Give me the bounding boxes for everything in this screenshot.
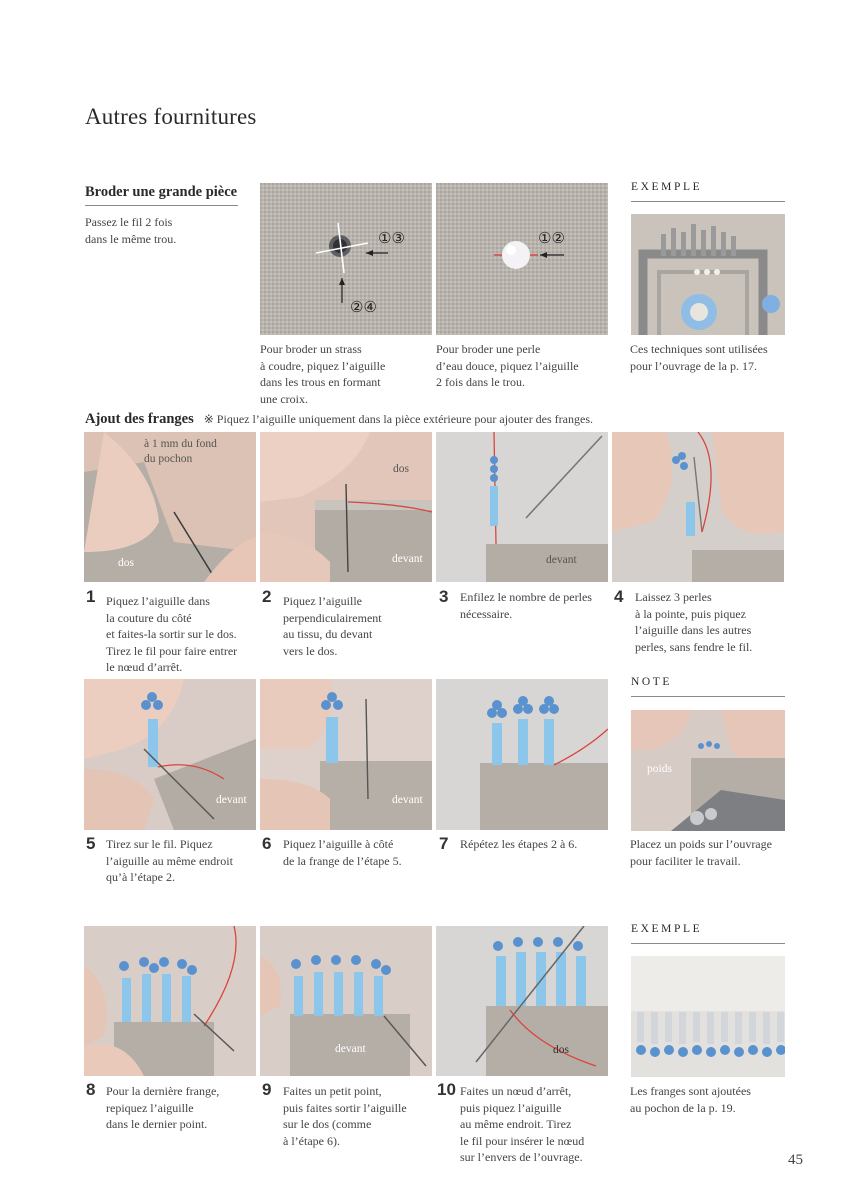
exemple2-caption: Les franges sont ajoutées au pochon de la p. 19. (630, 1084, 751, 1115)
label-devant: devant (335, 1043, 366, 1055)
label-poids: poids (647, 763, 672, 775)
step-10-photo (436, 926, 608, 1076)
exemple-caption: Ces techniques sont utilisées pour l’ouvrage de la p. 17. (630, 342, 768, 373)
note-caption: Placez un poids sur l’ouvrage pour faciliter le travail. (630, 837, 772, 868)
divider (631, 943, 785, 944)
step-3-text: Enfilez le nombre de perles nécessaire. (460, 590, 592, 621)
label-dos: dos (393, 463, 409, 475)
step-9-text: Faites un petit point, puis faites sortir l’aiguille sur le dos (comme à l’étape 6). (283, 1084, 407, 1148)
step-10-text: Faites un nœud d’arrêt, puis piquez l’aiguille au même endroit. Tirez le fil pour insérer le nœud sur l’envers de l’ouvrage. (460, 1084, 585, 1164)
step-5-photo (84, 679, 256, 830)
step-1-number: 1 (86, 587, 96, 606)
strass-photo (260, 183, 432, 335)
step-3-number: 3 (439, 587, 449, 606)
exemple-photo-crown (631, 214, 785, 335)
label-devant: devant (392, 553, 423, 565)
franges-header (85, 410, 593, 428)
step-4-number: 4 (614, 587, 624, 606)
step-4-photo (612, 432, 784, 582)
label-devant: devant (546, 554, 577, 566)
broder-text: Passez le fil 2 fois dans le même trou. (85, 215, 177, 246)
step-6-text: Piquez l’aiguille à côté de la frange de l’étape 5. (283, 837, 402, 868)
exemple-label: EXEMPLE (631, 181, 703, 193)
strass-marker-24: ②④ (350, 300, 377, 316)
step-6-number: 6 (262, 834, 272, 853)
step-7-number: 7 (439, 834, 449, 853)
step-8-photo (84, 926, 256, 1076)
step-6-photo (260, 679, 432, 830)
label-dos: dos (553, 1044, 569, 1056)
divider (631, 201, 785, 202)
section-title-franges: Ajout des franges (85, 411, 194, 427)
label-devant: devant (392, 794, 423, 806)
caption-perle: Pour broder une perle d’eau douce, piquez l’aiguille 2 fois dans le trou. (436, 342, 579, 389)
section-title-broder: Broder une grande pièce (85, 184, 238, 200)
step-1-text: Piquez l’aiguille dans la couture du côté et faites-la sortir sur le dos. Tirez le fil pour faire entrer le nœud d’arrêt. (106, 594, 238, 674)
label-dos: dos (118, 557, 134, 569)
step-8-text: Pour la dernière frange, repiquez l’aiguille dans le dernier point. (106, 1084, 220, 1131)
caption-strass: Pour broder un strass à coudre, piquez l’aiguille dans les trous en formant une croix. (260, 342, 386, 406)
step-9-number: 9 (262, 1080, 272, 1099)
perle-photo (436, 183, 608, 335)
divider (85, 205, 238, 206)
franges-note: ※ Piquez l’aiguille uniquement dans la pièce extérieure pour ajouter des franges. (203, 412, 593, 426)
step-2-text: Piquez l’aiguille perpendiculairement au tissu, du devant vers le dos. (283, 594, 382, 658)
note-label: NOTE (631, 676, 673, 688)
step-7-text: Répétez les étapes 2 à 6. (460, 837, 578, 851)
label-1mm: à 1 mm du fond du pochon (144, 438, 217, 465)
step-4-text: Laissez 3 perles à la pointe, puis piquez l’aiguille dans les autres perles, sans fendre le fil. (635, 590, 753, 654)
page-title: Autres fournitures (85, 104, 257, 129)
step-7-photo (436, 679, 608, 830)
step-5-text: Tirez sur le fil. Piquez l’aiguille au même endroit qu’à l’étape 2. (106, 837, 233, 884)
divider (631, 696, 785, 697)
label-devant: devant (216, 794, 247, 806)
step-2-number: 2 (262, 587, 272, 606)
step-10-number: 10 (437, 1080, 456, 1099)
strass-marker-13: ①③ (378, 231, 405, 247)
step-8-number: 8 (86, 1080, 96, 1099)
exemple-label: EXEMPLE (631, 923, 703, 935)
page-number: 45 (788, 1152, 803, 1168)
step-5-number: 5 (86, 834, 96, 853)
exemple-photo-franges (631, 956, 785, 1077)
perle-marker-12: ①② (538, 231, 565, 247)
step-3-photo (436, 432, 608, 582)
